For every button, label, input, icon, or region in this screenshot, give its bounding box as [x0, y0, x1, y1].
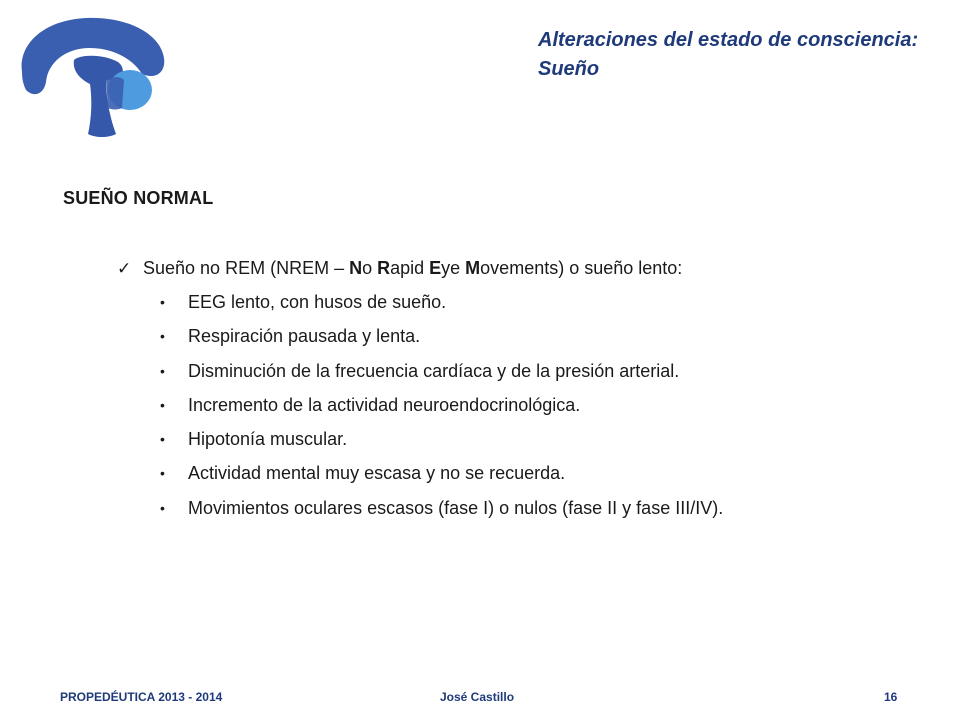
- list-item: [160, 289, 723, 323]
- list-item-text: EEG lento, con husos de sueño.: [188, 292, 447, 312]
- slide-title-line2: Sueño: [538, 58, 600, 80]
- list-item-text: Hipotonía muscular.: [188, 429, 348, 450]
- list-item: [160, 426, 723, 460]
- acronym-e: E: [429, 258, 442, 278]
- section-heading: SUEÑO NORMAL: [63, 188, 214, 208]
- acronym-m: M: [465, 258, 481, 278]
- main-item-word2: apid: [390, 258, 430, 278]
- list-item: [160, 358, 723, 392]
- bullet-icon: •: [160, 431, 165, 448]
- list-item: [160, 495, 723, 529]
- footer-course: PROPEDÉUTICA 2013 - 2014: [60, 690, 223, 704]
- acronym-n: N: [349, 258, 363, 278]
- main-list-item: [117, 258, 682, 279]
- main-item-word3: ye: [441, 258, 466, 278]
- brain-logo-icon: [14, 14, 170, 140]
- list-item-text: Incremento de la actividad neuroendocrinológica.: [188, 394, 581, 415]
- list-item: [160, 460, 723, 494]
- bullet-icon: •: [160, 362, 165, 379]
- list-item: [160, 323, 723, 357]
- bullet-list: [160, 289, 723, 529]
- acronym-r: R: [377, 258, 391, 278]
- checkmark-icon: ✓: [117, 259, 132, 278]
- list-item: [160, 392, 723, 426]
- list-item-text: Disminución de la frecuencia cardíaca y de la presión arterial.: [188, 360, 680, 381]
- bullet-icon: •: [160, 328, 165, 345]
- bullet-icon: •: [160, 465, 165, 482]
- main-item-word4: ovements) o sueño lento:: [480, 258, 683, 278]
- list-item-text: Actividad mental muy escasa y no se recuerda.: [188, 463, 566, 484]
- main-item-prefix: Sueño no REM (NREM –: [143, 258, 350, 278]
- bullet-icon: •: [160, 294, 165, 310]
- footer-author: José Castillo: [440, 690, 515, 704]
- list-item-text: Movimientos oculares escasos (fase I) o nulos (fase II y fase III/IV).: [188, 497, 724, 518]
- bullet-icon: •: [160, 499, 165, 516]
- list-item-text: Respiración pausada y lenta.: [188, 326, 421, 347]
- bullet-icon: •: [160, 396, 165, 413]
- slide-title: [538, 26, 938, 84]
- page-number: 16: [884, 690, 898, 704]
- main-item-word1: o: [362, 258, 378, 278]
- slide-title-line1: Alteraciones del estado de consciencia:: [538, 29, 919, 51]
